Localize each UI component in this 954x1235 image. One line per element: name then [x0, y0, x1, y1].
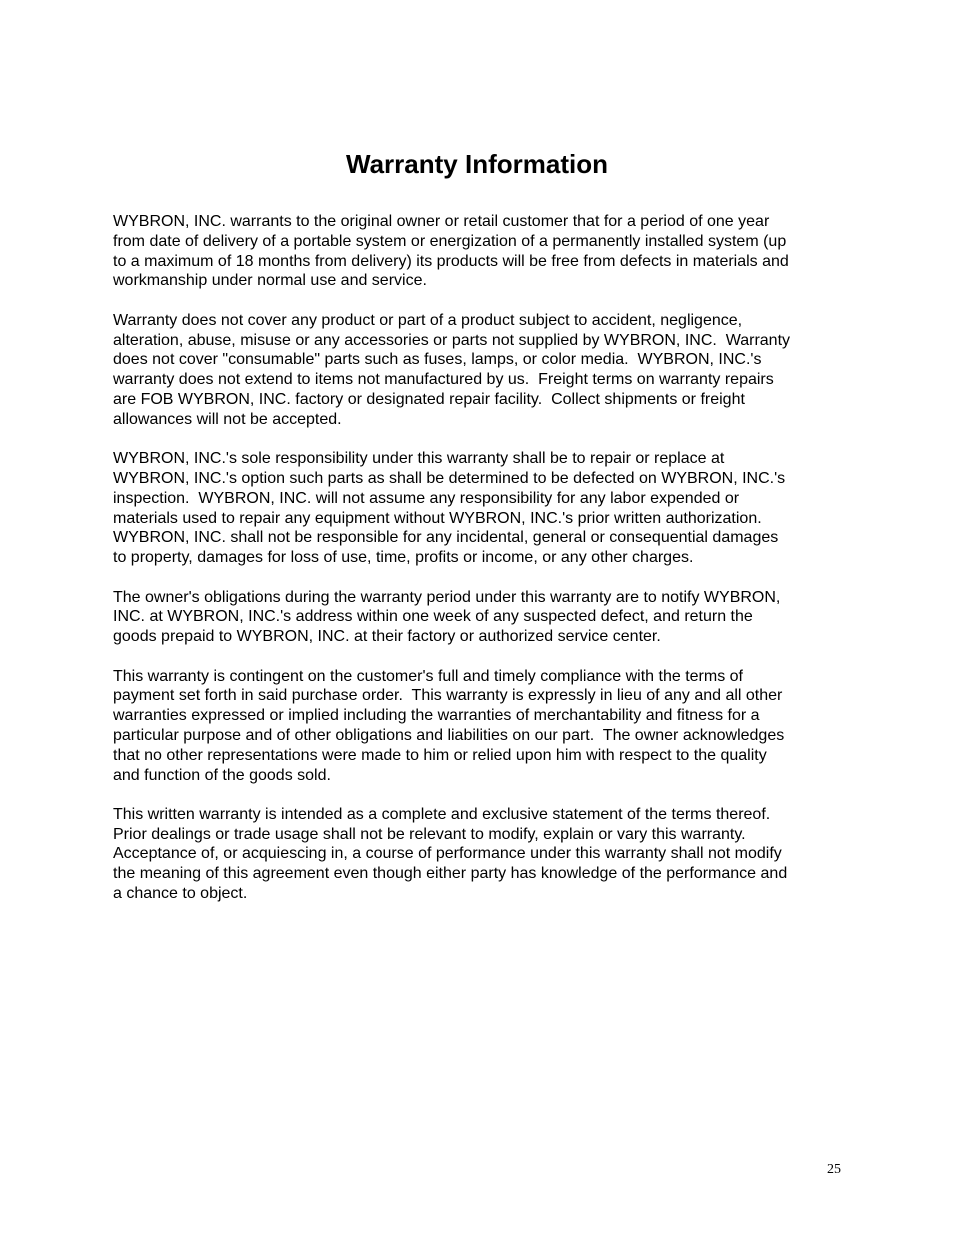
text-line: This written warranty is intended as a complete and exclusive statement of the terms thereof. — [113, 805, 771, 823]
text-line: alteration, abuse, misuse or any accessories or parts not supplied by WYBRON, INC. Warranty — [113, 331, 791, 349]
text-line: warranty does not extend to items not manufactured by us. Freight terms on warranty repairs — [113, 371, 774, 389]
text-line: WYBRON, INC. shall not be responsible for any incidental, general or consequential damages — [113, 529, 779, 547]
text-line: INC. at WYBRON, INC.'s address within one week of any suspected defect, and return the — [113, 608, 753, 626]
text-line: that no other representations were made to him or relied upon him with respect to the quality — [113, 746, 767, 764]
text-line: does not cover "consumable" parts such as fuses, lamps, or color media. WYBRON, INC.'s — [113, 351, 762, 369]
text-line: from date of delivery of a portable system or energization of a permanently installed system (up — [113, 232, 787, 250]
text-line: inspection. WYBRON, INC. will not assume any responsibility for any labor expended or — [113, 489, 740, 507]
text-line: to property, damages for loss of use, time, profits or income, or any other charges. — [113, 549, 694, 567]
text-line: a chance to object. — [113, 885, 248, 903]
paragraph-warranty-period — [113, 212, 854, 291]
text-line: Prior dealings or trade usage shall not be relevant to modify, explain or vary this warranty. — [113, 825, 746, 843]
text-line: This warranty is contingent on the customer's full and timely compliance with the terms of — [113, 667, 743, 685]
text-line: warranties expressed or implied including the warranties of merchantability and fitness for a — [113, 707, 760, 725]
text-line: materials used to repair any equipment without WYBRON, INC.'s prior written authorization. — [113, 509, 762, 527]
paragraph-responsibility — [113, 449, 854, 568]
paragraph-exclusive-statement — [113, 805, 854, 904]
text-line: to a maximum of 18 months from delivery) its products will be free from defects in materials and — [113, 252, 789, 270]
warranty-body — [113, 212, 854, 923]
paragraph-owner-obligations — [113, 588, 854, 647]
text-line: The owner's obligations during the warranty period under this warranty are to notify WYBRON, — [113, 588, 781, 606]
paragraph-exclusions — [113, 311, 854, 430]
text-line: the meaning of this agreement even though either party has knowledge of the performance and — [113, 865, 788, 883]
text-line: Acceptance of, or acquiescing in, a course of performance under this warranty shall not modify — [113, 845, 782, 863]
text-line: WYBRON, INC.'s sole responsibility under this warranty shall be to repair or replace at — [113, 450, 725, 468]
text-line: Warranty does not cover any product or part of a product subject to accident, negligence, — [113, 311, 743, 329]
text-line: and function of the goods sold. — [113, 766, 331, 784]
text-line: are FOB WYBRON, INC. factory or designated repair facility. Collect shipments or freight — [113, 390, 745, 408]
paragraph-contingency — [113, 667, 854, 786]
text-line: workmanship under normal use and service. — [113, 272, 427, 290]
text-line: goods prepaid to WYBRON, INC. at their factory or authorized service center. — [113, 628, 661, 646]
text-line: WYBRON, INC. warrants to the original owner or retail customer that for a period of one year — [113, 213, 770, 230]
text-line: payment set forth in said purchase order. This warranty is expressly in lieu of any and all other — [113, 687, 783, 705]
page-title: Warranty Information — [346, 149, 608, 179]
text-line: particular purpose and of other obligations and liabilities on our part. The owner acknowledges — [113, 726, 785, 744]
text-line: WYBRON, INC.'s option such parts as shall be determined to be defected on WYBRON, INC.'s — [113, 469, 786, 487]
page-number: 25 — [827, 1162, 841, 1177]
text-line: allowances will not be accepted. — [113, 410, 342, 428]
